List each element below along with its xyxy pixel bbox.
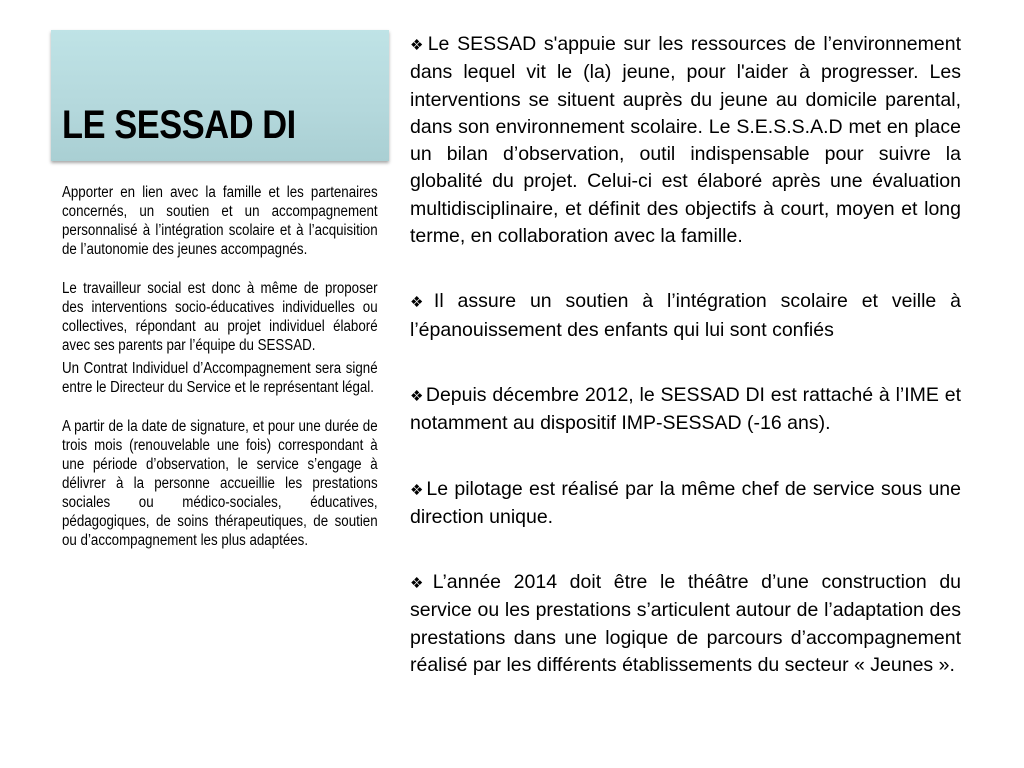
bullet-item-2: [410, 288, 961, 344]
bullet-text-5: L’année 2014 doit être le théâtre d’une construction du service ou les prestations s’articulent autour de l’adaptation des prestations dans une logique de parcours d’accompagnement réalisé par les différents établissements du secteur « Jeunes ».: [410, 571, 962, 677]
left-paragraph-2: Le travailleur social est donc à même de proposer des interventions socio-éducatives individuelles ou collectives, répondant au projet individuel élaboré avec ses parents par l’équipe du SESSAD.: [62, 280, 378, 354]
bullet-text-1: Le SESSAD s'appuie sur les ressources de l’environnement dans lequel vit le (la) jeune, pour l'aider à progresser. Les interventions se situent auprès du jeune au domicile parental, dans son environnement scolaire. Le S.E.S.S.A.D met en place un bilan d’observation, outil indispensable pour suivre la globalité du projet. Celui-ci est élaboré après une évaluation multidisciplinaire, et définit des objectifs à court, moyen et long terme, en collaboration avec la famille.: [410, 33, 961, 248]
bullet-item-5: [410, 569, 961, 679]
left-paragraph-1: Apporter en lien avec la famille et les partenaires concernés, un soutien et un accompagnement personnalisé à l’intégration scolaire et à l’acquisition de l’autonomie des jeunes accompagnés.: [62, 184, 378, 258]
left-paragraph-3: Un Contrat Individuel d’Accompagnement sera signé entre le Directeur du Service et le représentant légal.: [62, 360, 378, 396]
bullet-text-3: Depuis décembre 2012, le SESSAD DI est rattaché à l’IME et notamment au dispositif IMP-SESSAD (-16 ans).: [410, 383, 961, 435]
bullet-text-4: Le pilotage est réalisé par la même chef de service sous une direction unique.: [410, 477, 961, 528]
bullet-text-2: Il assure un soutien à l’intégration scolaire et veille à l’épanouissement des enfants qui lui sont confiés: [410, 290, 962, 341]
diamond-bullet-icon: ❖: [410, 575, 431, 593]
bullet-item-4: [410, 476, 961, 532]
right-bullet-list: [410, 31, 961, 717]
left-paragraph-4: A partir de la date de signature, et pour une durée de trois mois (renouvelable une fois) correspondant à une période d’observation, le service s’engage à délivrer à la personne accueillie les prestations sociales ou médico-sociales, éducatives, pédagogiques, de soins thérapeutiques, de soutien ou d’accompagnement les plus adaptées.: [62, 418, 378, 549]
left-text-column: [62, 183, 378, 550]
diamond-bullet-icon: ❖: [410, 37, 426, 54]
diamond-bullet-icon: ❖: [410, 387, 424, 405]
diamond-bullet-icon: ❖: [410, 481, 425, 499]
page-title: LE SESSAD DI: [62, 103, 296, 147]
bullet-item-1: [410, 31, 961, 250]
bullet-item-3: [410, 382, 961, 438]
title-box: [51, 30, 389, 161]
diamond-bullet-icon: ❖: [410, 294, 432, 312]
